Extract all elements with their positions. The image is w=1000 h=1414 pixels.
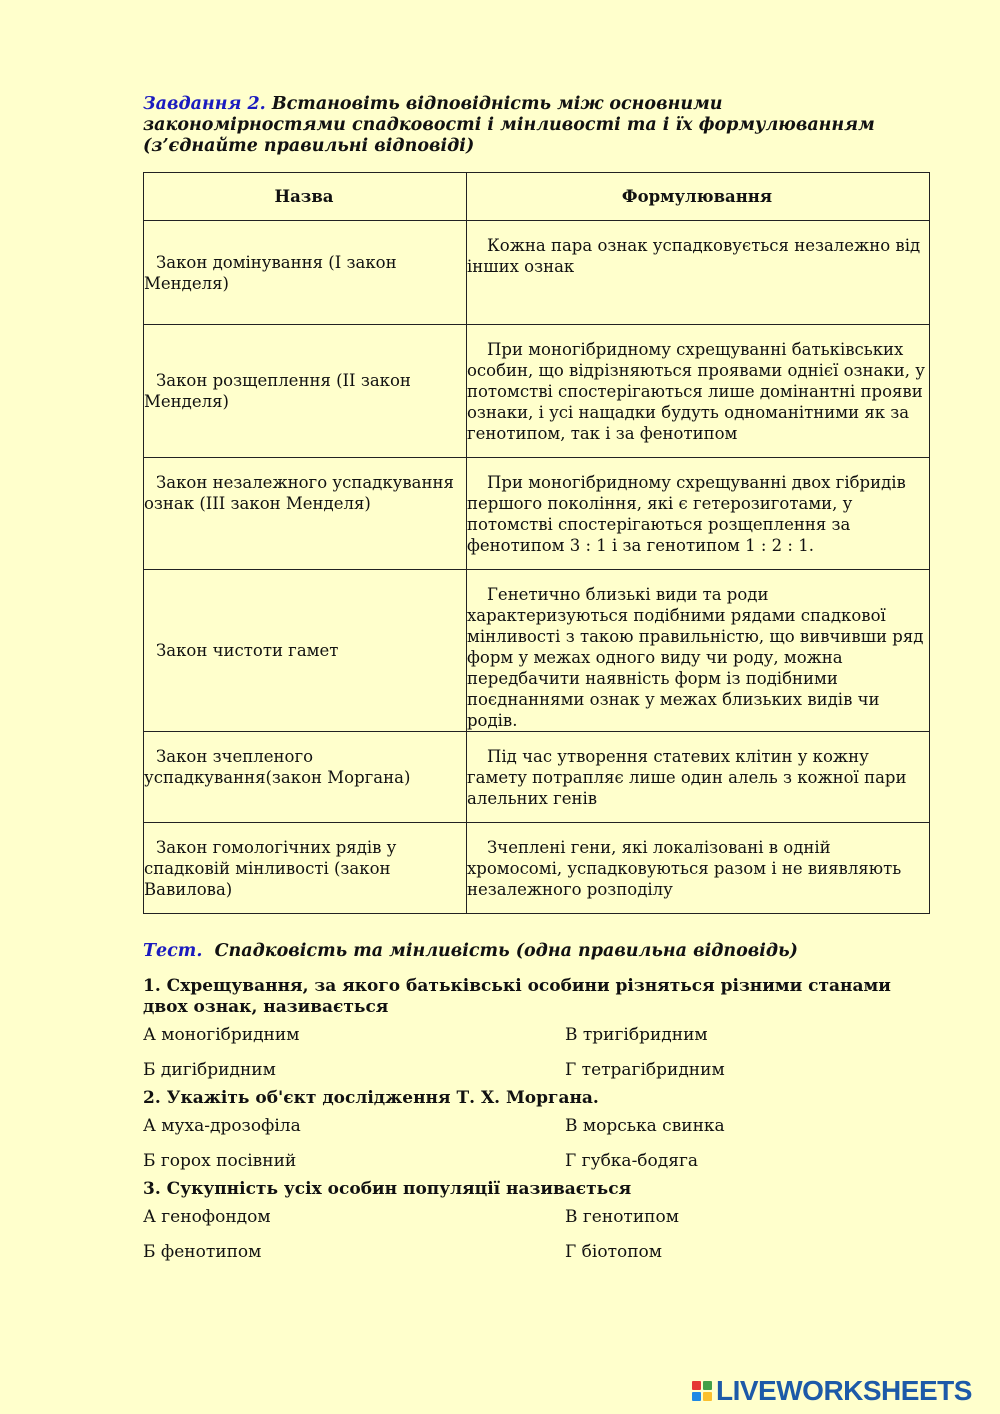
task-label: Завдання 2. xyxy=(143,94,266,114)
answer-option[interactable]: Б фенотипом xyxy=(143,1242,262,1262)
question-text: 2. Укажіть об'єкт дослідження Т. Х. Моргана. xyxy=(143,1088,599,1108)
questions-list xyxy=(143,976,933,1270)
question-text: 1. Схрещування, за якого батьківські особини різняться різними станами двох ознак, називається xyxy=(143,976,891,1017)
logo-square xyxy=(692,1392,701,1401)
answer-option[interactable]: Б дигібридним xyxy=(143,1060,276,1080)
formulation-cell[interactable]: Під час утворення статевих клітин у кожну гамету потрапляє лише один алель з кожної пари алельних генів xyxy=(467,732,930,823)
task-text: Встановіть відповідність між основними закономірностями спадковості і мінливості та і їх формулюванням (з’єднайте правильні відповіді) xyxy=(143,94,875,156)
question-2 xyxy=(143,1088,933,1179)
answer-option[interactable]: В тригібридним xyxy=(565,1025,708,1045)
column-header-formulation: Формулювання xyxy=(467,173,930,221)
question-3 xyxy=(143,1179,933,1270)
logo-square xyxy=(692,1381,701,1390)
formulation-cell[interactable]: Зчеплені гени, які локалізовані в одній хромосомі, успадковуються разом і не виявляють незалежного розподілу xyxy=(467,823,930,914)
answer-option[interactable]: В морська свинка xyxy=(565,1116,725,1136)
logo-icon xyxy=(692,1381,712,1401)
table-row xyxy=(144,221,930,325)
answer-option[interactable]: Б горох посівний xyxy=(143,1151,297,1171)
liveworksheets-logo xyxy=(692,1375,972,1407)
law-name-cell[interactable]: Закон розщеплення (ІІ закон Менделя) xyxy=(144,325,467,458)
law-name-cell[interactable]: Закон чистоти гамет xyxy=(144,570,467,732)
formulation-cell[interactable]: Генетично близькі види та роди характеризуються подібними рядами спадкової мінливості з такою правильністю, що вивчивши ряд форм у межах одного виду чи роду, можна передбачити наявність форм із подібними поєднаннями ознак у межах близьких видів чи родів. xyxy=(467,570,930,732)
law-name-cell[interactable]: Закон гомологічних рядів у спадковій мінливості (закон Вавилова) xyxy=(144,823,467,914)
answer-options xyxy=(143,1109,933,1179)
test-heading xyxy=(143,941,798,962)
law-name-cell[interactable]: Закон зчепленого успадкування(закон Моргана) xyxy=(144,732,467,823)
formulation-cell[interactable]: При моногібридному схрещуванні двох гібридів першого покоління, які є гетерозиготами, у потомстві спостерігаються розщеплення за фенотипом 3 : 1 і за генотипом 1 : 2 : 1. xyxy=(467,458,930,570)
logo-text: LIVEWORKSHEETS xyxy=(716,1375,972,1406)
matching-table xyxy=(143,172,930,914)
formulation-cell[interactable]: Кожна пара ознак успадковується незалежно від інших ознак xyxy=(467,221,930,325)
answer-option[interactable]: А муха-дрозофіла xyxy=(143,1116,301,1136)
answer-option[interactable]: Г біотопом xyxy=(565,1242,662,1262)
table-row xyxy=(144,325,930,458)
law-name-cell[interactable]: Закон незалежного успадкування ознак (ІІІ закон Менделя) xyxy=(144,458,467,570)
logo-square xyxy=(703,1392,712,1401)
task-heading xyxy=(143,94,923,157)
logo-square xyxy=(703,1381,712,1390)
question-1 xyxy=(143,976,933,1088)
answer-options xyxy=(143,1018,933,1088)
table-row xyxy=(144,570,930,732)
test-title-text: Спадковість та мінливість (одна правильна відповідь) xyxy=(214,941,798,961)
answer-option[interactable]: Г губка-бодяга xyxy=(565,1151,699,1171)
law-name-cell[interactable]: Закон домінування (І закон Менделя) xyxy=(144,221,467,325)
question-text: 3. Сукупність усіх особин популяції називається xyxy=(143,1179,632,1199)
answer-option[interactable]: Г тетрагібридним xyxy=(565,1060,725,1080)
answer-options xyxy=(143,1200,933,1270)
table-row xyxy=(144,458,930,570)
column-header-name: Назва xyxy=(144,173,467,221)
answer-option[interactable]: А моногібридним xyxy=(143,1025,300,1045)
table-row xyxy=(144,823,930,914)
test-label: Тест. xyxy=(143,941,203,961)
answer-option[interactable]: В генотипом xyxy=(565,1207,679,1227)
answer-option[interactable]: А генофондом xyxy=(143,1207,271,1227)
table-row xyxy=(144,732,930,823)
table-header-row xyxy=(144,173,930,221)
formulation-cell[interactable]: При моногібридному схрещуванні батьківських особин, що відрізняються проявами однієї ознаки, у потомстві спостерігаються лише домінантні прояви ознаки, і усі нащадки будуть одноманітними як за генотипом, так і за фенотипом xyxy=(467,325,930,458)
